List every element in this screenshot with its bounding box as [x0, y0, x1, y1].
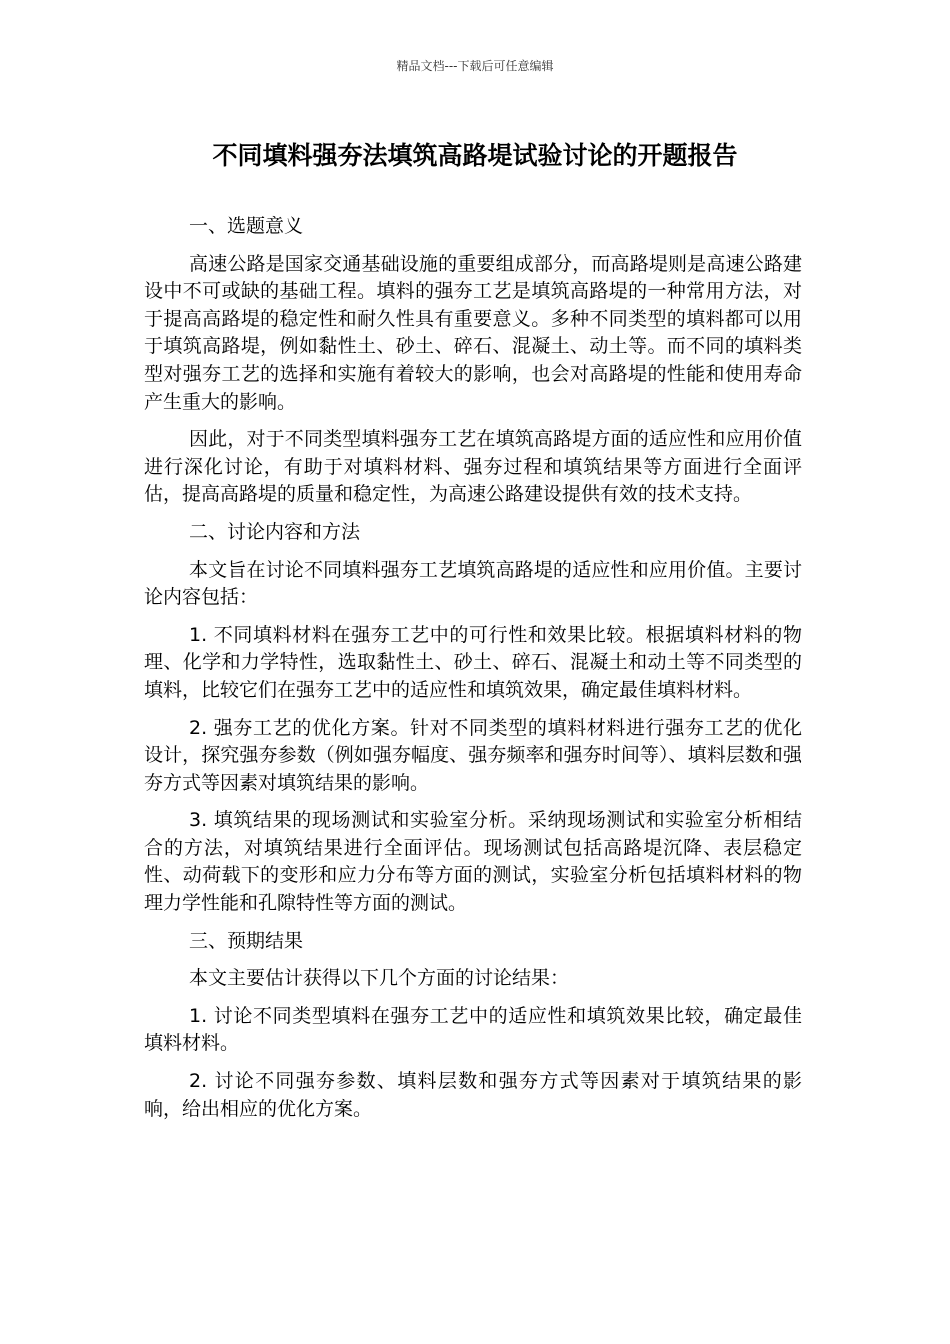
section-heading: 二、讨论内容和方法 — [189, 520, 361, 543]
document-title: 不同填料强夯法填筑高路堤试验讨论的开题报告 — [212, 141, 738, 170]
section-heading: 三、预期结果 — [189, 929, 304, 952]
list-item: 1. 不同填料材料在强夯工艺中的可行性和效果比较。根据填料材料的物理、化学和力学特性，选取黏性土、砂土、碎石、混凝土和动土等不同类型的填料，比较它们在强夯工艺中的适应性和填筑效果，确定最佳填料材料。 — [144, 623, 802, 701]
list-item: 2. 讨论不同强夯参数、填料层数和强夯方式等因素对于填筑结果的影响，给出相应的优化方案。 — [144, 1070, 802, 1120]
section-content-methods — [144, 519, 802, 918]
paragraph: 高速公路是国家交通基础设施的重要组成部分，而高路堤则是高速公路建设中不可或缺的基础工程。填料的强夯工艺是填筑高路堤的一种常用方法，对于提高高路堤的稳定性和耐久性具有重要意义。多种不同类型的填料都可以用于填筑高路堤，例如黏性土、砂土、碎石、混凝土、动土等。而不同的填料类型对强夯工艺的选择和实施有着较大的影响，也会对高路堤的性能和使用寿命产生重大的影响。 — [144, 252, 802, 413]
section-expected-results — [144, 928, 802, 1124]
list-item: 2. 强夯工艺的优化方案。针对不同类型的填料材料进行强夯工艺的优化设计，探究强夯参数（例如强夯幅度、强夯频率和强夯时间等）、填料层数和强夯方式等因素对填筑结果的影响。 — [144, 716, 802, 794]
paragraph: 本文主要估计获得以下几个方面的讨论结果： — [189, 967, 570, 990]
header-note: 精品文档---下载后可任意编辑 — [396, 59, 554, 73]
list-item: 3. 填筑结果的现场测试和实验室分析。采纳现场测试和实验室分析相结合的方法，对填筑结果进行全面评估。现场测试包括高路堤沉降、表层稳定性、动荷载下的变形和应力分布等方面的测试，实验室分析包括填料材料的物理力学性能和孔隙特性等方面的测试。 — [144, 809, 802, 915]
document-body — [144, 213, 802, 1133]
list-item: 1. 讨论不同类型填料在强夯工艺中的适应性和填筑效果比较，确定最佳填料材料。 — [144, 1004, 802, 1055]
paragraph: 因此，对于不同类型填料强夯工艺在填筑高路堤方面的适应性和应用价值进行深化讨论，有助于对填料材料、强夯过程和填筑结果等方面进行全面评估，提高高路堤的质量和稳定性，为高速公路建设提供有效的技术支持。 — [144, 428, 802, 506]
section-heading: 一、选题意义 — [189, 215, 304, 237]
section-significance — [144, 213, 802, 509]
paragraph: 本文旨在讨论不同填料强夯工艺填筑高路堤的适应性和应用价值。主要讨论内容包括： — [144, 558, 802, 609]
